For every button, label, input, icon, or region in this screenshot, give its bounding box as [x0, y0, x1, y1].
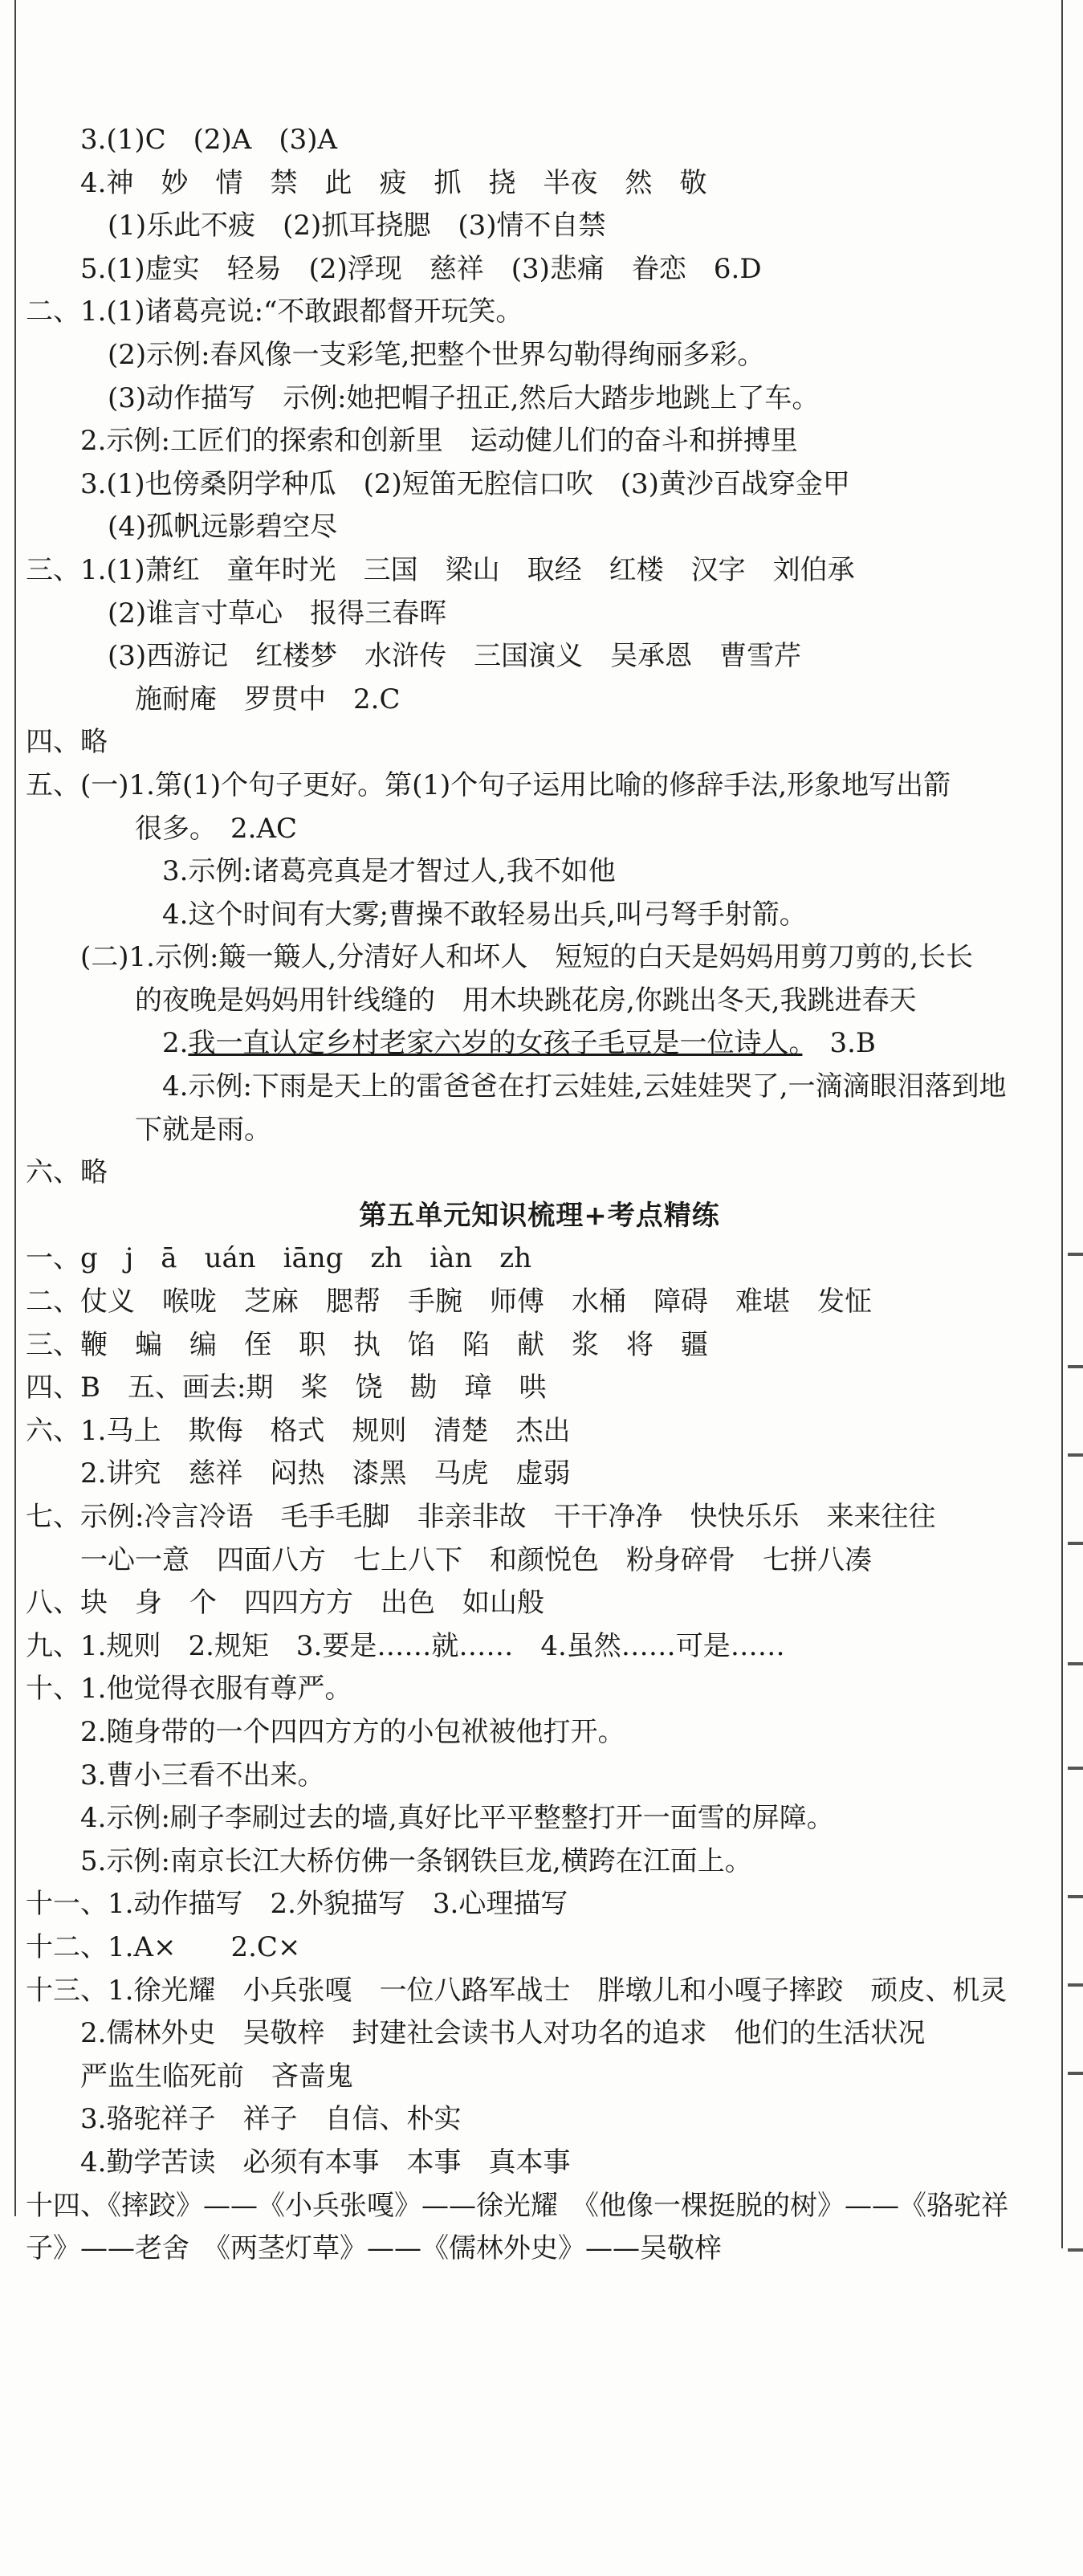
answer-line	[26, 162, 1053, 206]
answer-line-text: 2.讲究 慈祥 闷热 漆黑 马虎 虚弱	[80, 1457, 571, 1490]
answer-line	[26, 721, 1053, 764]
answer-line-text: 4.勤学苦读 必须有本事 本事 真本事	[80, 2146, 571, 2179]
answer-line-text: 二、1.(1)诸葛亮说:“不敢跟都督开玩笑。	[26, 296, 523, 328]
answer-line	[26, 420, 1053, 463]
answer-line	[26, 377, 1053, 421]
answer-line-text: 很多。 2.AC	[135, 812, 298, 845]
answer-line-text: 一、g j ā uán iāng zh iàn zh	[26, 1242, 532, 1275]
answer-line-text: 5.示例:南京长江大桥仿佛一条钢铁巨龙,横跨在江面上。	[80, 1844, 752, 1877]
answer-line	[26, 1410, 1053, 1453]
answer-line	[26, 291, 1053, 334]
answer-line-text: 2.儒林外史 吴敬梓 封建社会读书人对功名的追求 他们的生活状况	[80, 2017, 926, 2050]
answer-line	[26, 1625, 1053, 1669]
answer-line-text: 八、块 身 个 四四方方 出色 如山般	[26, 1587, 544, 1620]
answer-line-text: 下就是雨。	[135, 1113, 271, 1146]
answer-line-text: 五、(一)1.第(1)个句子更好。第(1)个句子运用比喻的修辞手法,形象地写出箭	[26, 768, 951, 801]
edge-mark	[1068, 1895, 1083, 1898]
answer-line-text: 2.示例:工匠们的探索和创新里 运动健儿们的奋斗和拼搏里	[80, 425, 798, 458]
answer-line-text: 施耐庵 罗贯中 2.C	[135, 683, 401, 715]
answer-line	[26, 1755, 1053, 1798]
answer-line	[26, 593, 1053, 636]
answer-line-text: 3.骆驼祥子 祥子 自信、朴实	[80, 2103, 462, 2136]
answer-line	[26, 1496, 1053, 1539]
answer-line	[26, 1367, 1053, 1410]
edge-mark	[1068, 2072, 1083, 2075]
answer-line-text: 4.神 妙 情 禁 此 疲 抓 挠 半夜 然 敬	[80, 166, 707, 199]
edge-mark	[1068, 1365, 1083, 1368]
answer-line-text: 二、仗义 喉咙 芝麻 腮帮 手腕 师傅 水桶 障碍 难堪 发怔	[26, 1286, 872, 1319]
answer-line-text: 2.	[162, 1027, 189, 1060]
answer-line-text: 七、示例:冷言冷语 毛手毛脚 非亲非故 干干净净 快快乐乐 来来往往	[26, 1501, 936, 1533]
answer-line-text: 第五单元知识梳理+考点精练	[359, 1199, 720, 1232]
answer-line	[26, 1668, 1053, 1711]
answer-line	[26, 1453, 1053, 1496]
edge-mark	[1068, 1253, 1083, 1256]
answer-line	[26, 1582, 1053, 1625]
edge-mark	[1068, 1767, 1083, 1770]
answer-line-text: 十二、1.A× 2.C×	[26, 1930, 301, 1963]
answer-line	[26, 119, 1053, 162]
answer-line-text: 3.(1)C (2)A (3)A	[80, 124, 338, 156]
answer-line	[26, 1237, 1053, 1281]
answer-line-text: 六、略	[26, 1156, 108, 1189]
answer-line-text: (2)谁言寸草心 报得三春晖	[108, 597, 447, 630]
answer-line-text: 3.(1)也傍桑阴学种瓜 (2)短笛无腔信口吹 (3)黄沙百战穿金甲	[80, 467, 850, 500]
answer-line-tail: 3.B	[802, 1027, 876, 1060]
answer-line	[26, 764, 1053, 808]
answer-line-text: 三、1.(1)萧红 童年时光 三国 梁山 取经 红楼 汉字 刘伯承	[26, 553, 855, 586]
answer-line	[26, 679, 1053, 722]
answer-line-text: 一心一意 四面八方 七上八下 和颜悦色 粉身碎骨 七拼八凑	[80, 1543, 872, 1576]
edge-mark	[1068, 1662, 1083, 1665]
answer-line	[26, 506, 1053, 549]
answer-line-text: 九、1.规则 2.规矩 3.要是……就…… 4.虽然……可是……	[26, 1629, 785, 1662]
answer-line-text: (二)1.示例:簸一簸人,分清好人和坏人 短短的白天是妈妈用剪刀剪的,长长	[80, 941, 974, 974]
answer-line	[26, 850, 1053, 894]
edge-mark	[1068, 1453, 1083, 1457]
answer-line	[26, 1711, 1053, 1755]
edge-mark	[1068, 2248, 1083, 2252]
answer-line-text: 4.示例:刷子李刷过去的墙,真好比平平整整打开一面雪的屏障。	[80, 1802, 834, 1835]
answer-line	[26, 1970, 1053, 2013]
answer-line	[26, 894, 1053, 937]
answer-line-text: 四、略	[26, 726, 108, 759]
answer-line-text: 三、鞭 蝙 编 侄 职 执 馅 陷 献 浆 将 疆	[26, 1328, 708, 1361]
answer-line	[26, 1109, 1053, 1152]
left-margin-rule	[14, 0, 16, 2216]
section-heading	[26, 1195, 1053, 1238]
answer-line-text: (3)动作描写 示例:她把帽子扭正,然后大踏步地跳上了车。	[108, 381, 820, 414]
answer-line	[26, 2056, 1053, 2099]
answer-line	[26, 2228, 1053, 2271]
answer-line	[26, 1022, 1053, 1066]
answer-line-text: 四、B 五、画去:期 桨 饶 勘 璋 哄	[26, 1372, 547, 1404]
answer-line	[26, 248, 1053, 291]
answer-key-text	[26, 119, 1053, 2271]
answer-line	[26, 549, 1053, 593]
answer-line	[26, 1797, 1053, 1840]
answer-line-text: 4.这个时间有大雾;曹操不敢轻易出兵,叫弓弩手射箭。	[162, 898, 807, 931]
answer-line	[26, 2098, 1053, 2142]
answer-line-text: 子》——老舍 《两茎灯草》——《儒林外史》——吴敬梓	[26, 2232, 722, 2265]
answer-line-text: 十四、《摔跤》——《小兵张嘎》——徐光耀 《他像一棵挺脱的树》——《骆驼祥	[26, 2189, 1008, 2222]
answer-line-text: 十三、1.徐光耀 小兵张嘎 一位八路军战士 胖墩儿和小嘎子摔跤 顽皮、机灵	[26, 1974, 1008, 2007]
answer-line	[26, 2142, 1053, 2185]
answer-line	[26, 936, 1053, 980]
answer-line-text: 十一、1.动作描写 2.外貌描写 3.心理描写	[26, 1888, 568, 1921]
answer-line-text: (1)乐此不疲 (2)抓耳挠腮 (3)情不自禁	[108, 210, 606, 243]
edge-mark	[1068, 1542, 1083, 1545]
answer-line-text: 3.示例:诸葛亮真是才智过人,我不如他	[162, 855, 616, 888]
answer-line	[26, 2185, 1053, 2228]
answer-line	[26, 1883, 1053, 1926]
answer-line	[26, 1539, 1053, 1583]
answer-line-text: 严监生临死前 吝啬鬼	[80, 2060, 353, 2093]
answer-line-text: 的夜晚是妈妈用针线缝的 用木块跳花房,你跳出冬天,我跳进春天	[135, 984, 917, 1017]
answer-line-text: (2)示例:春风像一支彩笔,把整个世界勾勒得绚丽多彩。	[108, 338, 765, 371]
edge-mark	[1068, 1983, 1083, 1987]
answer-line	[26, 1281, 1053, 1324]
answer-line	[26, 334, 1053, 377]
answer-line	[26, 1324, 1053, 1367]
answer-line	[26, 1151, 1053, 1195]
answer-line	[26, 635, 1053, 679]
answer-line	[26, 1840, 1053, 1884]
answer-line-text: 十、1.他觉得衣服有尊严。	[26, 1673, 352, 1706]
answer-line	[26, 205, 1053, 248]
answer-line	[26, 1066, 1053, 1109]
answer-line-text: (4)孤帆远影碧空尽	[108, 511, 338, 544]
answer-line-text: 3.曹小三看不出来。	[80, 1759, 325, 1791]
answer-line-text: 六、1.马上 欺侮 格式 规则 清楚 杰出	[26, 1414, 571, 1447]
answer-line	[26, 808, 1053, 851]
answer-line-text: 5.(1)虚实 轻易 (2)浮现 慈祥 (3)悲痛 眷恋 6.D	[80, 252, 762, 285]
answer-line-text: (3)西游记 红楼梦 水浒传 三国演义 吴承恩 曹雪芹	[108, 640, 802, 673]
answer-line	[26, 463, 1053, 507]
answer-line-text: 2.随身带的一个四四方方的小包袱被他打开。	[80, 1715, 625, 1748]
underlined-answer: 我一直认定乡村老家六岁的女孩子毛豆是一位诗人。	[188, 1027, 803, 1060]
right-column-rule	[1061, 0, 1063, 2248]
answer-line-text: 4.示例:下雨是天上的雷爸爸在打云娃娃,云娃娃哭了,一滴滴眼泪落到地	[162, 1070, 1007, 1103]
answer-line	[26, 2012, 1053, 2056]
answer-line	[26, 1926, 1053, 1970]
answer-line	[26, 980, 1053, 1023]
